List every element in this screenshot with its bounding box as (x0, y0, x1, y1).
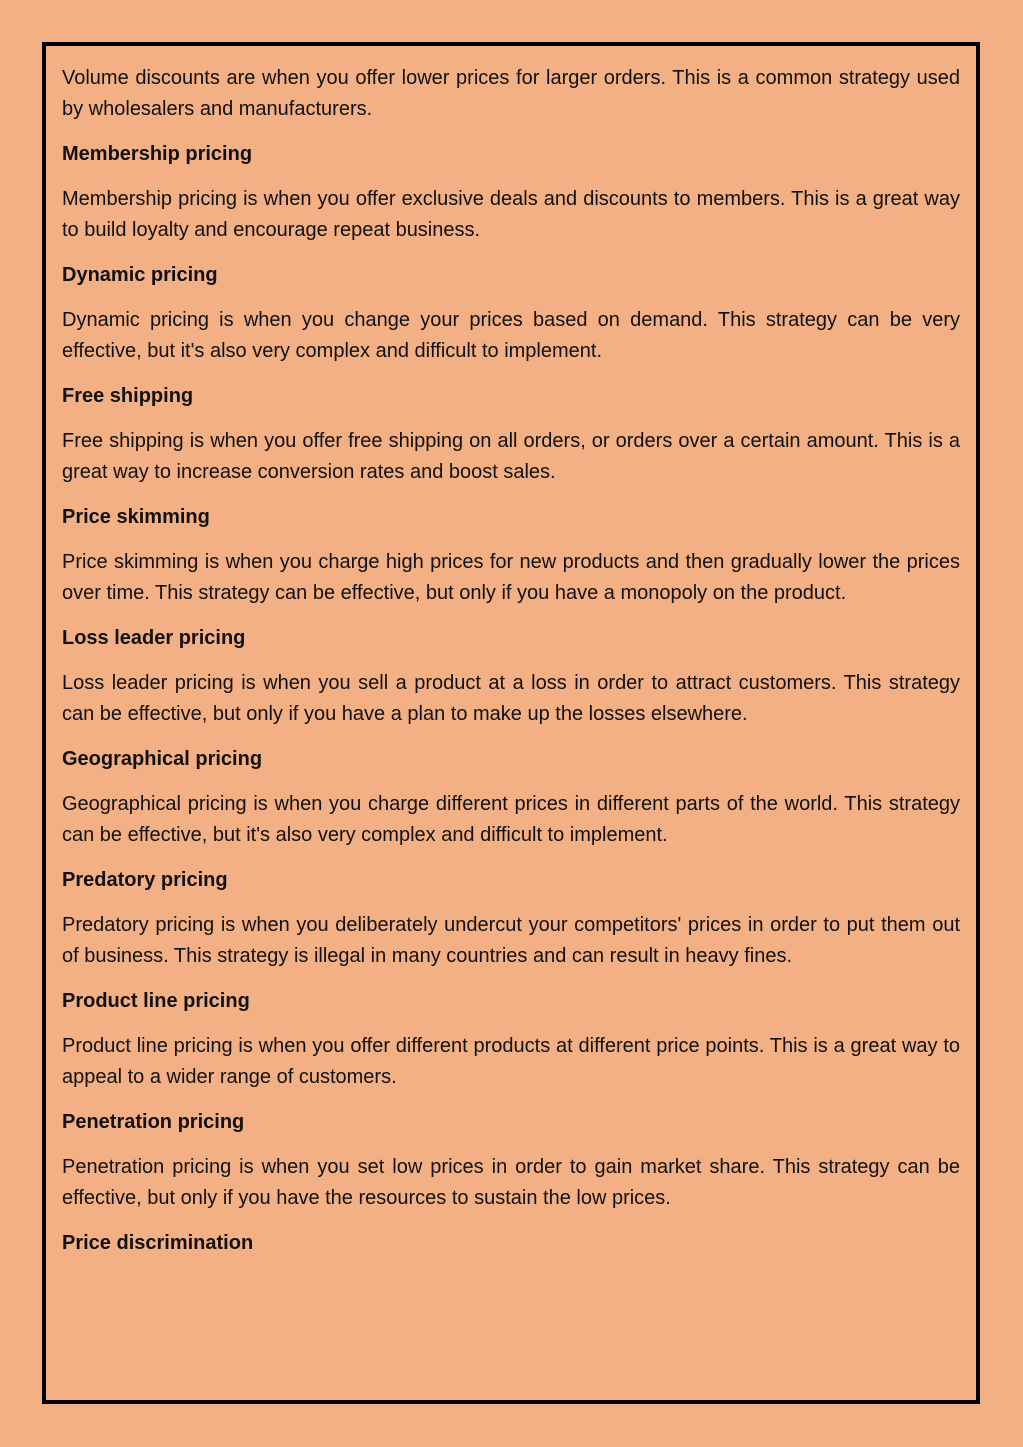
section-heading: Price skimming (62, 506, 210, 528)
section-loss-leader-pricing (62, 623, 960, 730)
document-content (62, 63, 960, 1273)
section-dynamic-pricing (62, 260, 960, 367)
section-body: Loss leader pricing is when you sell a product at a loss in order to attract customers. This strategy can be effective, but only if you have a plan to make up the losses elsewhere. (62, 672, 960, 725)
section-body: Price skimming is when you charge high prices for new products and then gradually lower the prices over time. This strategy can be effective, but only if you have a monopoly on the product. (62, 551, 960, 604)
section-product-line-pricing (62, 986, 960, 1093)
intro-paragraph: Volume discounts are when you offer lower prices for larger orders. This is a common strategy used by wholesalers and manufacturers. (62, 67, 960, 120)
section-heading: Geographical pricing (62, 748, 263, 770)
section-geographical-pricing (62, 744, 960, 851)
section-heading: Penetration pricing (62, 1111, 245, 1133)
section-penetration-pricing (62, 1107, 960, 1214)
section-heading: Product line pricing (62, 990, 250, 1012)
section-body: Free shipping is when you offer free shipping on all orders, or orders over a certain amount. This is a great way to increase conversion rates and boost sales. (62, 430, 960, 483)
section-heading: Loss leader pricing (62, 627, 246, 649)
section-heading: Free shipping (62, 385, 194, 407)
section-body: Dynamic pricing is when you change your prices based on demand. This strategy can be very effective, but it's also very complex and difficult to implement. (62, 309, 960, 362)
final-heading: Price discrimination (62, 1232, 254, 1254)
section-heading: Dynamic pricing (62, 264, 218, 286)
section-heading: Predatory pricing (62, 869, 228, 891)
section-body: Geographical pricing is when you charge different prices in different parts of the world. This strategy can be effective, but it's also very complex and difficult to implement. (62, 793, 960, 846)
section-body: Membership pricing is when you offer exclusive deals and discounts to members. This is a great way to build loyalty and encourage repeat business. (62, 188, 960, 241)
section-price-skimming (62, 502, 960, 609)
section-heading: Membership pricing (62, 143, 253, 165)
page-frame (42, 42, 980, 1404)
section-body: Predatory pricing is when you deliberately undercut your competitors' prices in order to put them out of business. This strategy is illegal in many countries and can result in heavy fines. (62, 914, 960, 967)
section-free-shipping (62, 381, 960, 488)
section-predatory-pricing (62, 865, 960, 972)
section-body: Product line pricing is when you offer different products at different price points. This is a great way to appeal to a wider range of customers. (62, 1035, 960, 1088)
section-membership-pricing (62, 139, 960, 246)
section-body: Penetration pricing is when you set low prices in order to gain market share. This strategy can be effective, but only if you have the resources to sustain the low prices. (62, 1156, 960, 1209)
